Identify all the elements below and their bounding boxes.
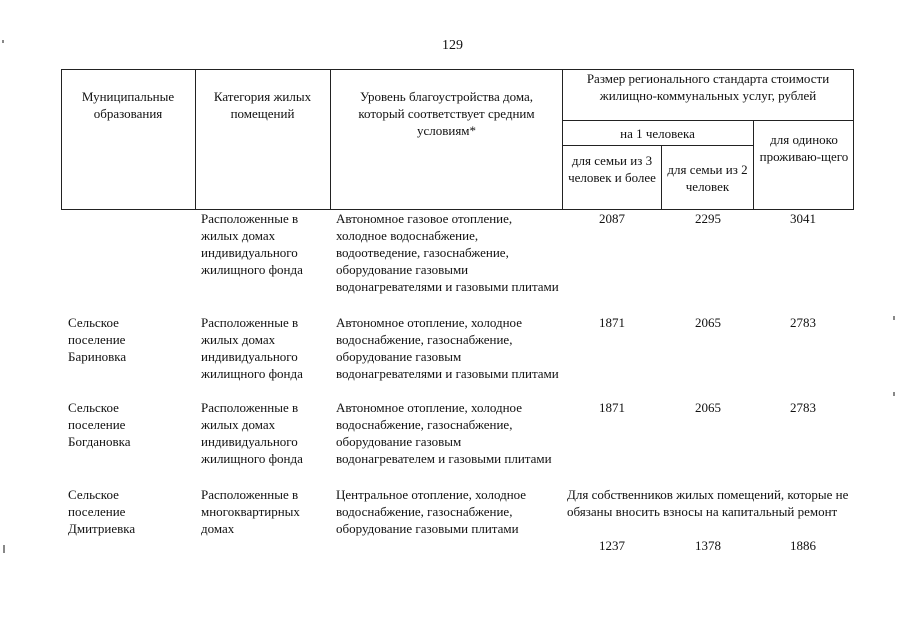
row-single: 3041 <box>790 211 816 226</box>
row-municipality: Сельское поселение Бариновка <box>68 315 127 364</box>
page-number: 129 <box>442 38 463 53</box>
row-level: Автономное газовое отопление, холодное водоснабжение, водоотведение, газоснабжение, оборудование газовыми водонагревателями и газовыми плитами <box>336 211 559 294</box>
row-family2: 1378 <box>695 538 721 553</box>
row-family3: 1871 <box>599 400 625 415</box>
row-municipality: Сельское поселение Богдановка <box>68 400 131 449</box>
header-municipality: Муниципальные образования <box>81 89 175 121</box>
row-family2: 2065 <box>695 315 721 330</box>
row-single: 2783 <box>790 400 816 415</box>
row-note: Для собственников жилых помещений, которые не обязаны вносить взносы на капитальный ремонт <box>567 487 849 519</box>
row-family3: 2087 <box>599 211 625 226</box>
row-family2: 2295 <box>695 211 721 226</box>
row-single: 1886 <box>790 538 816 553</box>
row-single: 2783 <box>790 315 816 330</box>
row-category: Расположенные в жилых домах индивидуального жилищного фонда <box>201 315 303 381</box>
row-level: Автономное отопление, холодное водоснабжение, газоснабжение, оборудование газовым водонагревателями и газовыми плитами <box>336 315 559 381</box>
header-standard: Размер регионального стандарта стоимости жилищно-коммунальных услуг, рублей <box>586 71 830 103</box>
row-municipality: Сельское поселение Дмитриевка <box>68 487 136 536</box>
header-category: Категория жилых помещений <box>213 89 312 121</box>
row-category: Расположенные в многоквартирных домах <box>201 487 300 536</box>
row-level: Центральное отопление, холодное водоснабжение, газоснабжение, оборудование газовыми плитами <box>336 487 527 536</box>
header-single: для одиноко проживаю-щего <box>759 132 849 164</box>
header-level: Уровень благоустройства дома, который соответствует средним условиям* <box>358 89 535 138</box>
header-per-person: на 1 человека <box>620 126 695 141</box>
row-category: Расположенные в жилых домах индивидуального жилищного фонда <box>201 400 303 466</box>
row-family3: 1237 <box>599 538 625 553</box>
header-family2: для семьи из 2 человек <box>667 162 748 194</box>
header-family3: для семьи из 3 человек и более <box>568 153 656 185</box>
row-family2: 2065 <box>695 400 721 415</box>
row-family3: 1871 <box>599 315 625 330</box>
row-category: Расположенные в жилых домах индивидуального жилищного фонда <box>201 211 303 277</box>
row-level: Автономное отопление, холодное водоснабжение, газоснабжение, оборудование газовым водонагревателем и газовыми плитами <box>336 400 552 466</box>
